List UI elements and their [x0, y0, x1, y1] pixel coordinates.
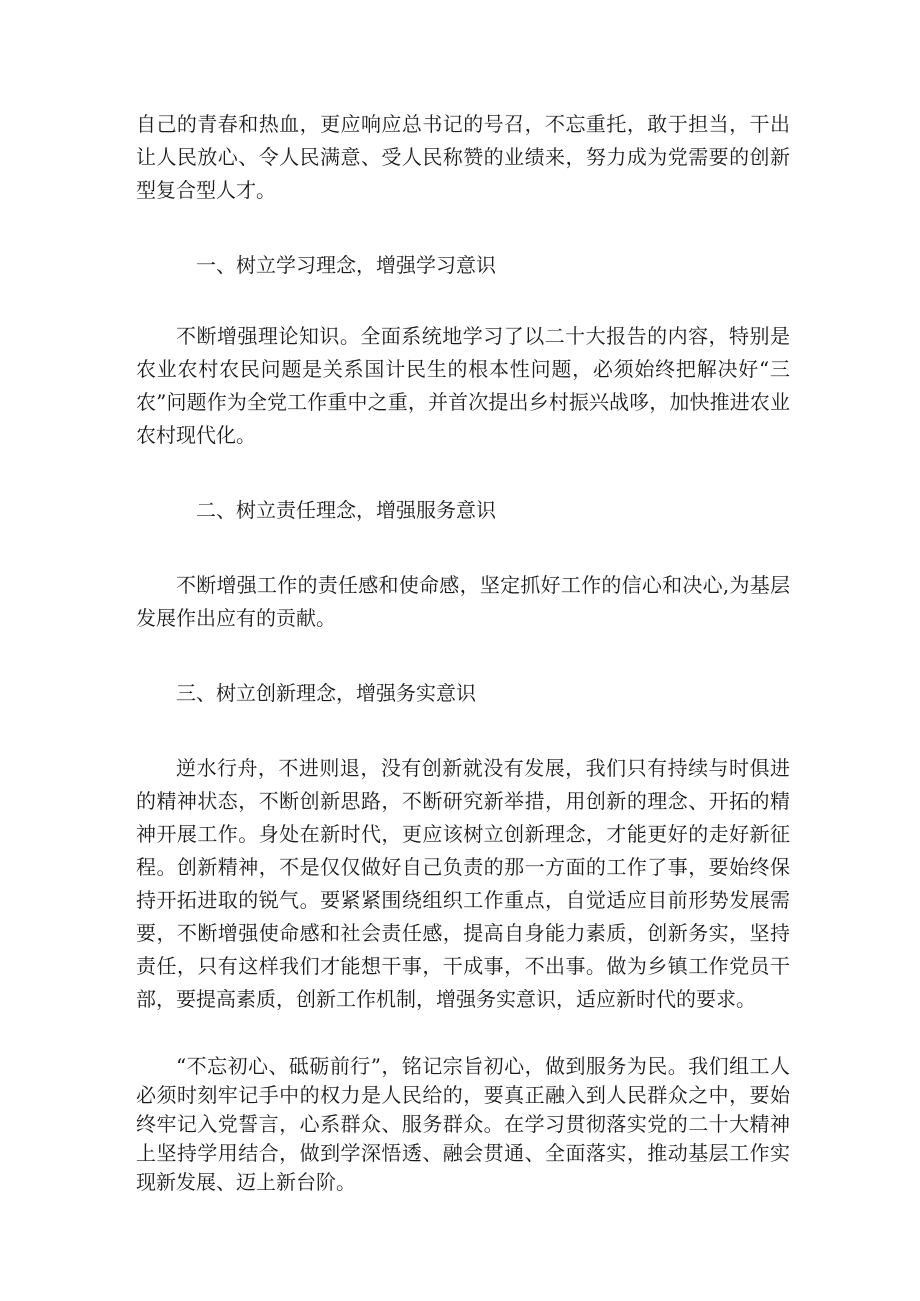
- section-2-heading: 二、树立责任理念，增强服务意识: [196, 498, 496, 522]
- section-2-paragraph: 不断增强工作的责任感和使命感，坚定抓好工作的信心和决心,为基层发展作出应有的贡献。: [136, 573, 790, 630]
- section-3-heading: 三、树立创新理念，增强务实意识: [176, 681, 476, 705]
- section-1-paragraph: 不断增强理论知识。全面系统地学习了以二十大报告的内容，特别是农业农村农民问题是关系国计民生的根本性问题，必须始终把解决好“三农”问题作为全党工作重中之重，并首次提出乡村振兴战哆，加快推进农业农村现代化。: [136, 324, 790, 447]
- closing-paragraph: “不忘初心、砥砺前行”，铭记宗旨初心，做到服务为民。我们组工人必须时刻牢记手中的权力是人民给的，要真正融入到人民群众之中，要始终牢记入党誓言，心系群众、服务群众。在学习贯彻落实党的二十大精神上坚持学用结合，做到学深悟透、融会贯通、全面落实，推动基层工作实现新发展、迈上新台阶。: [136, 1054, 790, 1194]
- document-body: [136, 108, 790, 1197]
- intro-paragraph: 自己的青春和热血，更应响应总书记的号召，不忘重托，敢于担当，干出让人民放心、令人民满意、受人民称赞的业绩来，努力成为党需要的创新型复合型人才。: [136, 112, 790, 202]
- section-1-heading: 一、树立学习理念，增强学习意识: [196, 253, 496, 277]
- section-3-paragraph: 逆水行舟，不进则退，没有创新就没有发展，我们只有持续与时俱进的精神状态，不断创新思路，不断研究新举措，用创新的理念、开拓的精神开展工作。身处在新时代，更应该树立创新理念，才能更好的走好新征程。创新精神，不是仅仅做好自己负责的那一方面的工作了事，要始终保持开拓进取的锐气。要紧紧围绕组织工作重点，自觉适应目前形势发展需要，不断增强使命感和社会责任感，提高自身能力素质，创新务实，坚持责任，只有这样我们才能想干事，干成事，不出事。做为乡镇工作党员干部，要提高素质，创新工作机制，增强务实意识，适应新时代的要求。: [136, 756, 790, 1011]
